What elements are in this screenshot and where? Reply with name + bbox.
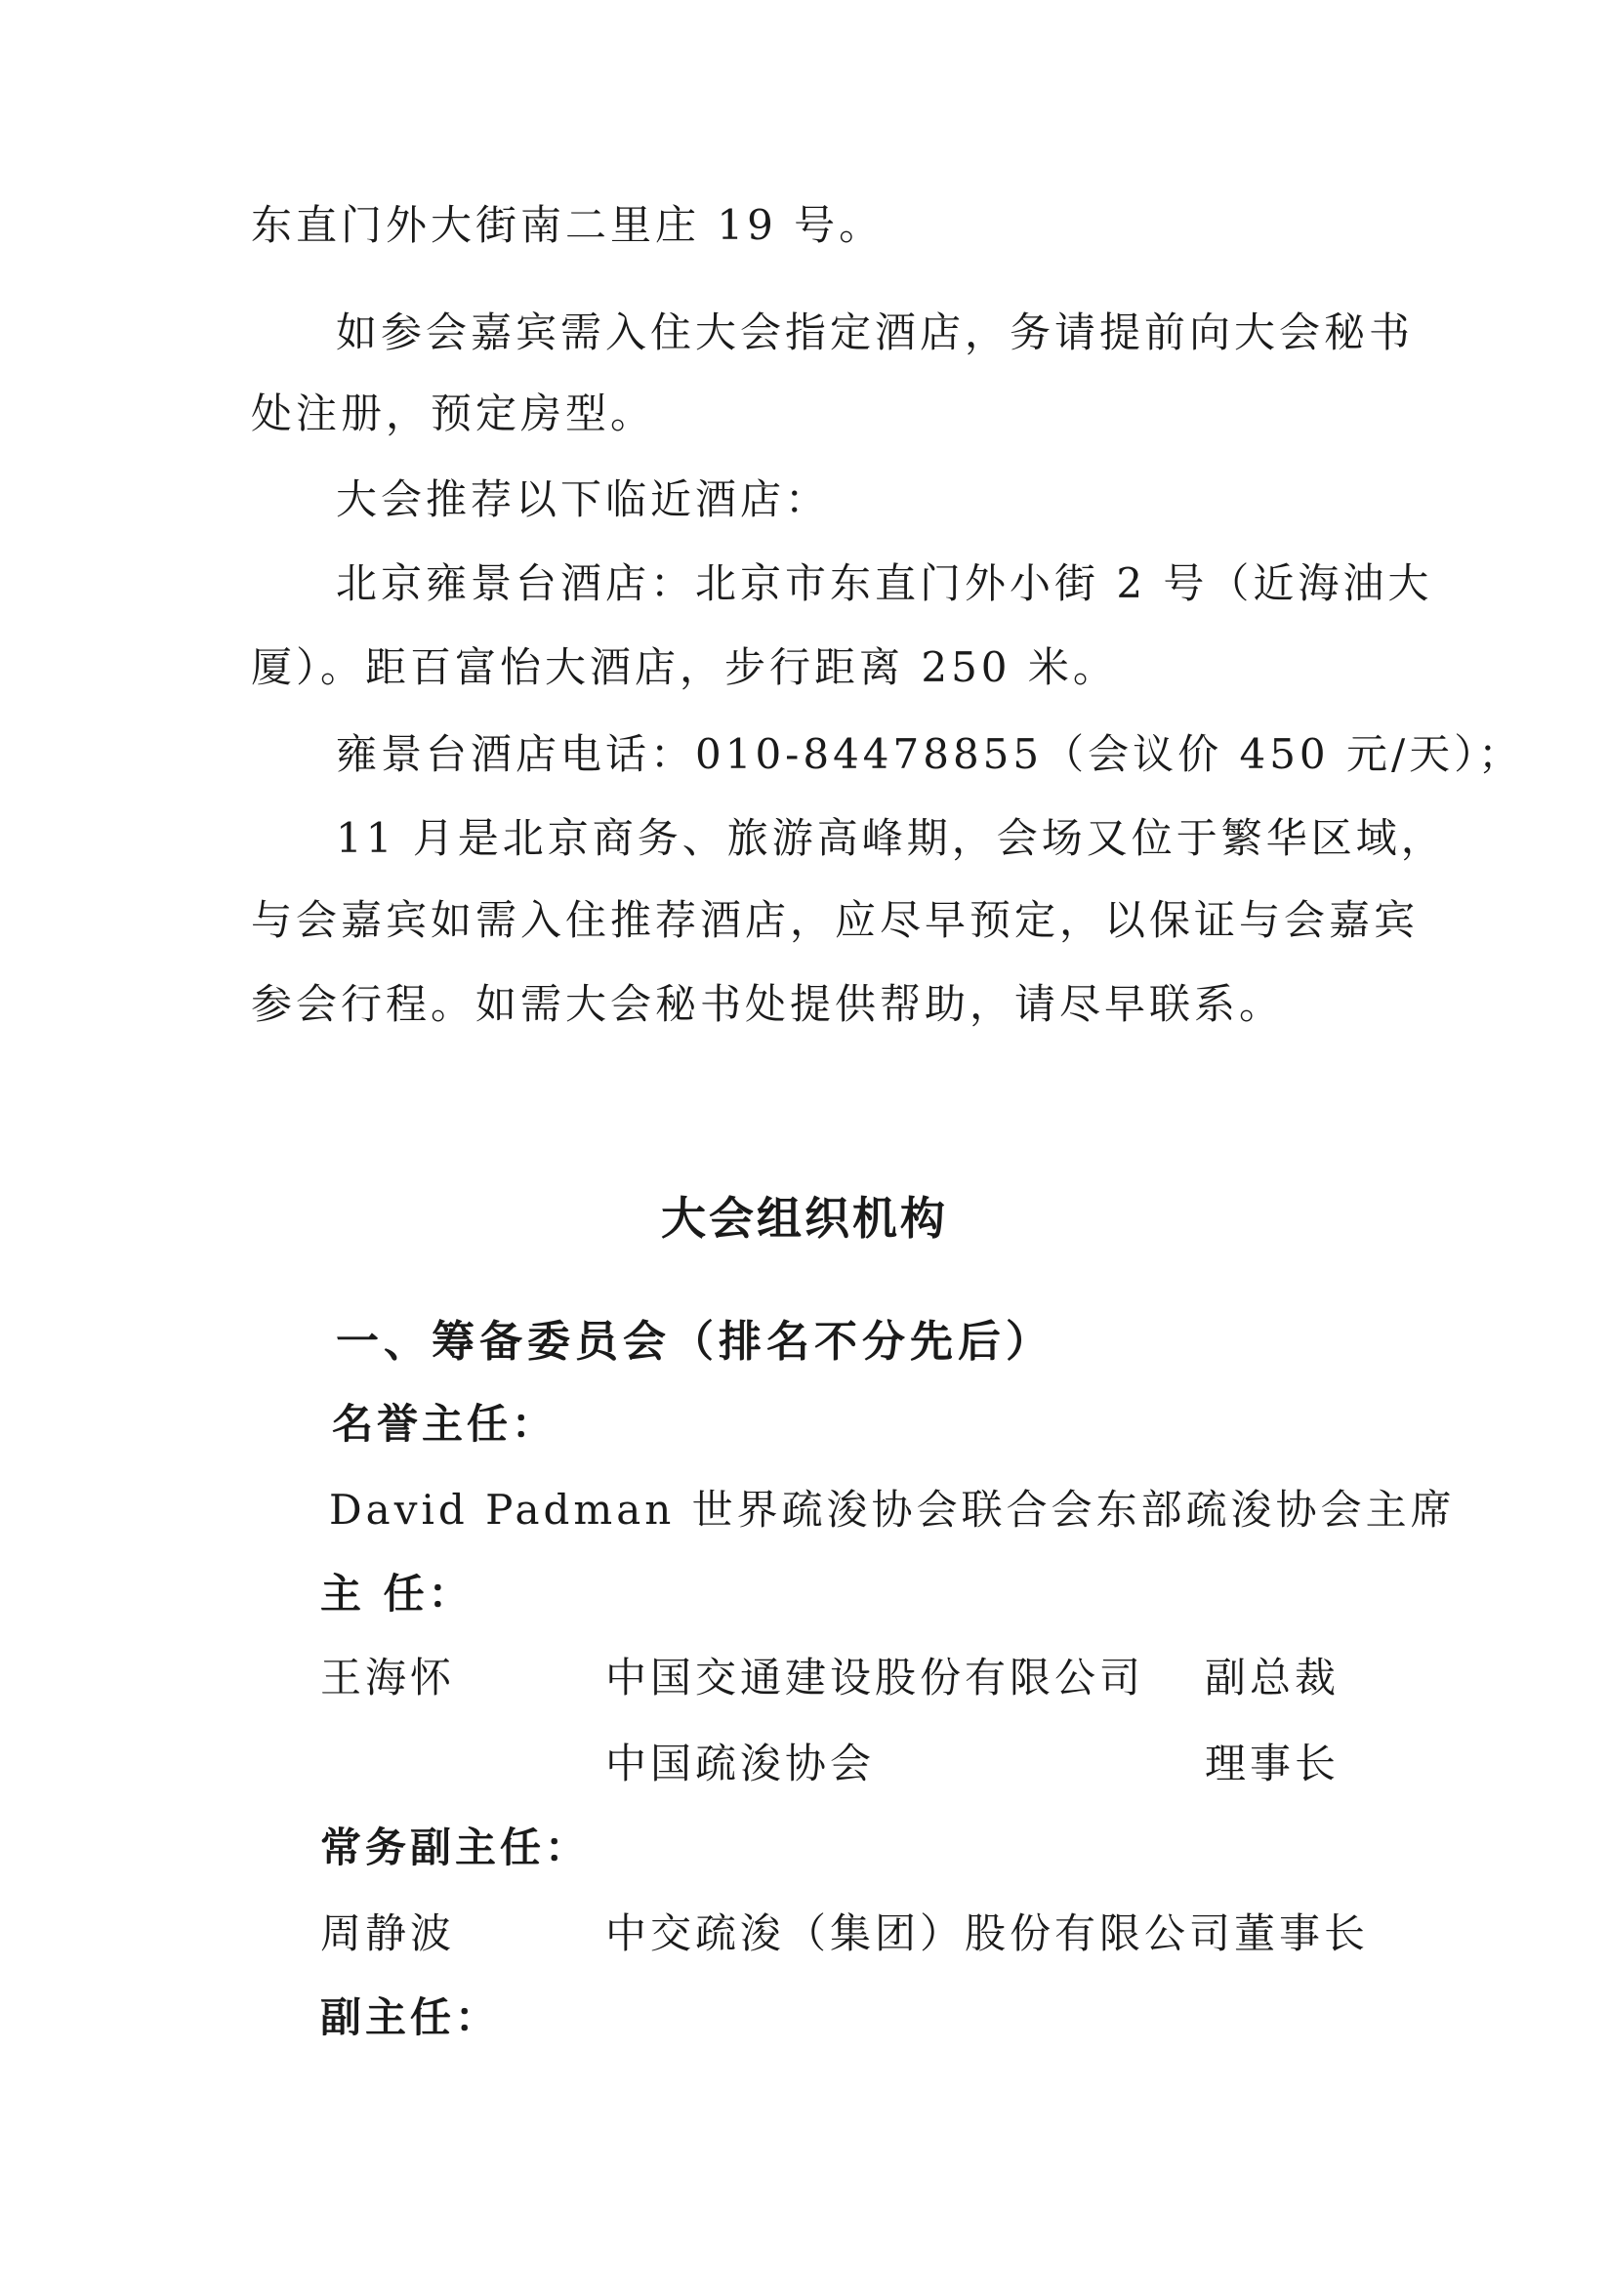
label-chair: 主 任： <box>320 1570 474 1618</box>
chair-organization-2: 中国疏浚协会 <box>605 1740 876 1787</box>
paragraph-recommended-hotels: 大会推荐以下临近酒店： <box>336 475 831 523</box>
paragraph-address-end: 东直门外大街南二里庄 19 号。 <box>251 201 885 249</box>
section-preparatory-committee: 一、筹备委员会（排名不分先后） <box>336 1317 1053 1367</box>
paragraph-peak-season-line3: 参会行程。如需大会秘书处提供帮助，请尽早联系。 <box>251 980 1285 1028</box>
chair-title-1: 副总裁 <box>1205 1654 1341 1702</box>
honorary-chair-entry: David Padman 世界疏浚协会联合会东部疏浚协会主席 <box>329 1486 1456 1534</box>
chair-title-2: 理事长 <box>1205 1740 1341 1787</box>
paragraph-hotel-phone: 雍景台酒店电话：010-84478855（会议价 450 元/天）； <box>336 730 1524 778</box>
label-executive-vice-chair: 常务副主任： <box>320 1824 591 1871</box>
paragraph-peak-season-line2: 与会嘉宾如需入住推荐酒店，应尽早预定，以保证与会嘉宾 <box>251 896 1420 944</box>
paragraph-hotel-address-line1: 北京雍景台酒店：北京市东直门外小街 2 号（近海油大 <box>336 559 1433 607</box>
executive-vice-chair-name: 周静波 <box>320 1909 456 1957</box>
label-vice-chair: 副主任： <box>320 1993 501 2041</box>
label-honorary-chair: 名誉主任： <box>332 1400 557 1448</box>
organization-title: 大会组织机构 <box>661 1192 948 1245</box>
chair-name: 王海怀 <box>320 1654 456 1702</box>
paragraph-hotel-registration-line1: 如参会嘉宾需入住大会指定酒店，务请提前向大会秘书 <box>336 308 1415 356</box>
paragraph-peak-season-line1: 11 月是北京商务、旅游高峰期，会场又位于繁华区域， <box>336 814 1446 862</box>
paragraph-hotel-registration-line2: 处注册，预定房型。 <box>251 390 656 437</box>
chair-organization-1: 中国交通建设股份有限公司 <box>605 1654 1145 1702</box>
executive-vice-chair-organization: 中交疏浚（集团）股份有限公司董事长 <box>605 1909 1370 1957</box>
paragraph-hotel-address-line2: 厦）。距百富怡大酒店，步行距离 250 米。 <box>251 643 1118 691</box>
